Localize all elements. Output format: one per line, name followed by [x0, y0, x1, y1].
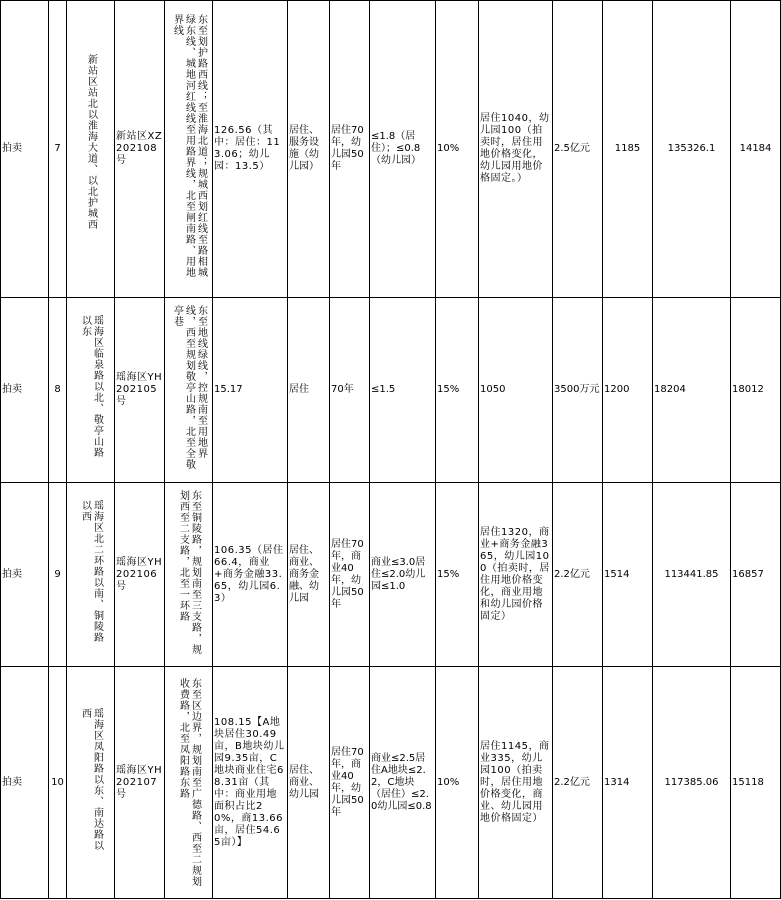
area-cell: 15.17 [213, 298, 288, 483]
value-cell-2: 117385.06 [653, 667, 731, 899]
area-cell: 106.35（居住66.4，商业+商务金融33.65，幼儿园6.3） [213, 483, 288, 667]
area-cell: 126.56（其中：居住：113.06；幼儿园：13.5） [213, 1, 288, 298]
deposit-rate-cell: 15% [436, 298, 479, 483]
term-cell: 居住70年，幼儿园50年 [330, 1, 370, 298]
table-row [1, 1, 781, 298]
boundary-text: 东至区边界，规划南至广德路、西至二规划收费路，北至凤阳路东路 [177, 677, 201, 887]
value-cell-2: 18204 [653, 298, 731, 483]
deposit-rate-cell: 10% [436, 667, 479, 899]
term-cell: 居住70年，商业40年，幼儿园50年 [330, 667, 370, 899]
price-note-cell: 居住1040，幼儿园100（拍卖时，居住用地价格变化，幼儿园用地价格固定。） [479, 1, 553, 298]
boundary-cell [165, 298, 213, 483]
use-cell: 居住、服务设施（幼儿园） [288, 1, 330, 298]
method-cell: 拍卖 [1, 1, 49, 298]
value-cell-2: 113441.85 [653, 483, 731, 667]
value-cell-3: 14184 [731, 1, 781, 298]
value-cell-2: 135326.1 [653, 1, 731, 298]
deposit-rate-cell: 10% [436, 1, 479, 298]
boundary-text: 东至铜陵路，规划南至三支路，规划西至二支路，北至一环路 [177, 489, 201, 655]
far-cell: ≤1.5 [370, 298, 436, 483]
method-cell: 拍卖 [1, 483, 49, 667]
location-cell [67, 1, 115, 298]
number-cell: 10 [49, 667, 67, 899]
value-cell-1: 1514 [603, 483, 653, 667]
far-cell: 商业≤2.5居住A地块≤2.2，C地块（居住）≤2.0幼儿园≤0.8 [370, 667, 436, 899]
table-row [1, 667, 781, 899]
location-text: 瑶海区北二环路以南、铜陵路以西 [79, 499, 103, 643]
location-text: 新站区站北以淮海大道、以北护城西 [85, 54, 97, 230]
use-cell: 居住、商业、幼儿园 [288, 667, 330, 899]
value-cell-1: 1200 [603, 298, 653, 483]
use-cell: 居住 [288, 298, 330, 483]
deposit-rate-cell: 15% [436, 483, 479, 667]
method-cell: 拍卖 [1, 667, 49, 899]
boundary-cell [165, 1, 213, 298]
table-row [1, 483, 781, 667]
area-cell: 108.15【A地块居住30.49亩，B地块幼儿园9.35亩，C地块商业住宅68.31亩（其中：商业用地面积占比20%，商13.66亩，居住54.65亩）】 [213, 667, 288, 899]
boundary-text: 东至地线绿线，控规南至用地界线，西至规划敬亭山路，北至全敬亭巷 [171, 305, 207, 470]
value-cell-3: 16857 [731, 483, 781, 667]
value-cell-3: 18012 [731, 298, 781, 483]
location-text: 瑶海区凤阳路以东、南达路以西 [79, 707, 103, 851]
location-cell [67, 483, 115, 667]
price-note-cell: 居住1320，商业+商务金融365，幼儿园100（拍卖时，居住用地价格变化，商业用地和幼儿园价格固定） [479, 483, 553, 667]
bid-deposit-cell: 2.2亿元 [553, 667, 603, 899]
bid-deposit-cell: 2.2亿元 [553, 483, 603, 667]
term-cell: 居住70年，商业40年，幼儿园50年 [330, 483, 370, 667]
parcel-cell: 瑶海区YH202107号 [115, 667, 165, 899]
bid-deposit-cell: 2.5亿元 [553, 1, 603, 298]
number-cell: 8 [49, 298, 67, 483]
parcel-cell: 瑶海区YH202105号 [115, 298, 165, 483]
method-cell: 拍卖 [1, 298, 49, 483]
price-note-cell: 1050 [479, 298, 553, 483]
location-text: 瑶海区临泉路以北、敬亭山路以东 [79, 315, 103, 458]
location-cell [67, 667, 115, 899]
price-note-cell: 居住1145，商业335，幼儿园100（拍卖时，居住用地价格变化，商业、幼儿园用地价格固定） [479, 667, 553, 899]
boundary-cell [165, 483, 213, 667]
number-cell: 7 [49, 1, 67, 298]
use-cell: 居住、商业、商务金融、幼儿园 [288, 483, 330, 667]
bid-deposit-cell: 3500万元 [553, 298, 603, 483]
boundary-text: 东至划护路西线；至淮海北道；规城西划红线至路相城绿东线、城地河红线线至用路界线，北至闸南路、用地界线 [171, 14, 207, 278]
term-cell: 70年 [330, 298, 370, 483]
number-cell: 9 [49, 483, 67, 667]
table-row [1, 298, 781, 483]
value-cell-1: 1314 [603, 667, 653, 899]
far-cell: 商业≤3.0居住≤2.0幼儿园≤1.0 [370, 483, 436, 667]
value-cell-3: 15118 [731, 667, 781, 899]
location-cell [67, 298, 115, 483]
value-cell-1: 1185 [603, 1, 653, 298]
parcel-cell: 瑶海区YH202106号 [115, 483, 165, 667]
far-cell: ≤1.8（居住）；≤0.8（幼儿园） [370, 1, 436, 298]
parcel-cell: 新站区XZ202108号 [115, 1, 165, 298]
boundary-cell [165, 667, 213, 899]
